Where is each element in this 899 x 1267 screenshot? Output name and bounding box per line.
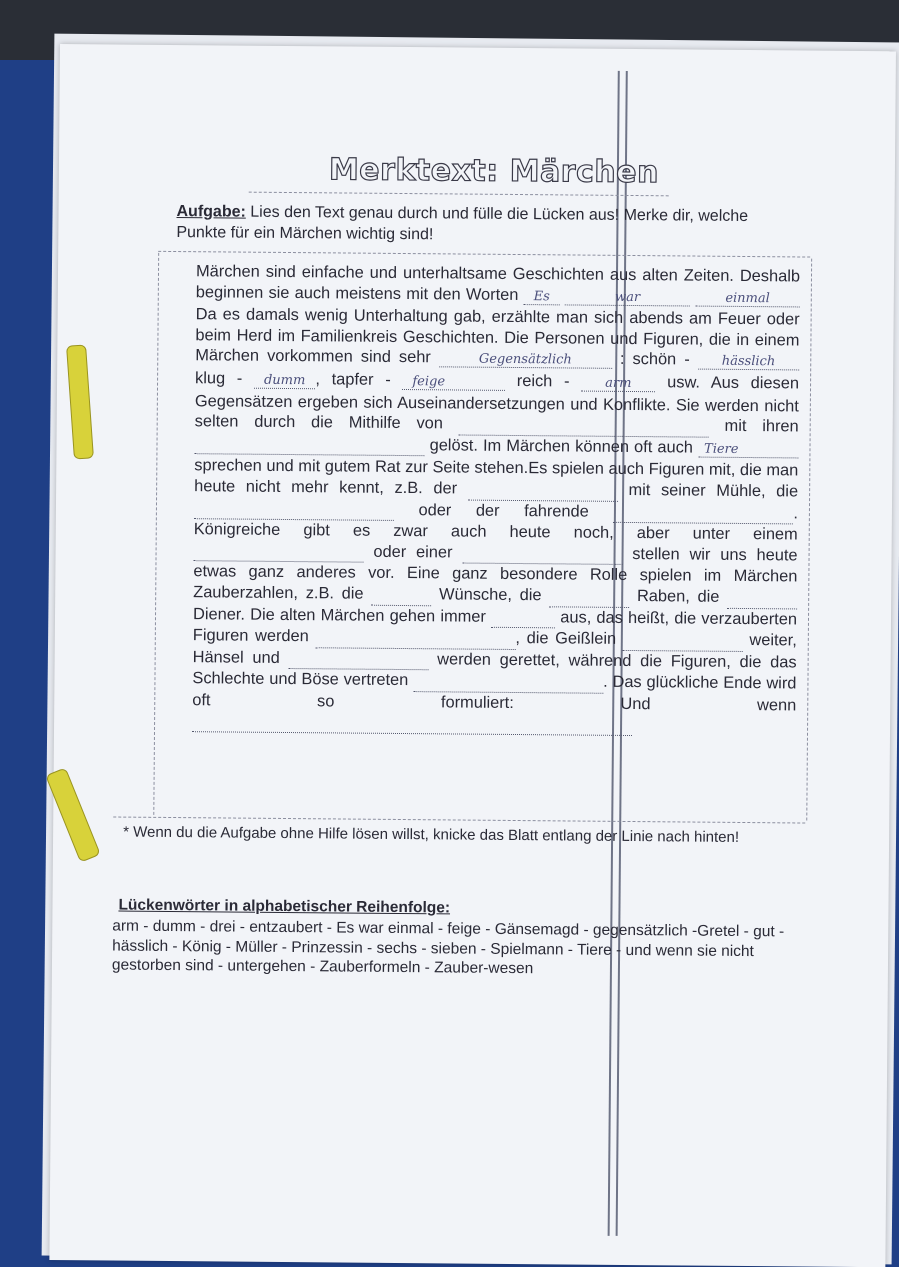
blank	[468, 479, 618, 502]
word-list-heading: Lückenwörter in alphabetischer Reihenfolge:	[118, 896, 451, 917]
blank	[413, 670, 603, 693]
handwritten-answer: hässlich	[698, 354, 800, 371]
text-segment: Diener. Die alten Märchen gehen immer	[192, 604, 486, 626]
text-segment: oder einer	[373, 542, 453, 562]
text-segment: mit seiner Mühle, die	[628, 480, 799, 501]
handwritten-answer: Es	[524, 289, 560, 305]
handwritten-answer: dumm	[254, 373, 315, 390]
blank	[613, 501, 793, 524]
worksheet	[49, 44, 896, 1267]
handwritten-answer: Gegensätzlich	[439, 352, 612, 370]
text-segment: oder der fahrende	[418, 500, 589, 521]
text-segment: . Das glückliche Ende wird oft so formuliert: Und wenn	[192, 673, 797, 715]
cloze-text	[192, 261, 800, 737]
blank	[288, 648, 428, 671]
text-segment: Raben, die	[636, 586, 720, 606]
blank	[727, 587, 797, 609]
text-segment: : schön -	[619, 350, 690, 369]
text-segment: sprechen und mit gutem Rat zur Seite stehen.Es spielen auch Figuren mit, die man heute nicht mehr kennt, z.B. der	[194, 456, 799, 498]
blank	[491, 606, 555, 628]
text-segment: aus, das heißt, die verzauberten Figuren werden	[192, 607, 798, 646]
text-segment: . Königreiche gibt es zwar auch heute noch, aber unter einem	[193, 503, 799, 544]
blank	[549, 585, 629, 607]
blank	[459, 414, 709, 438]
text-segment: mit ihren	[724, 416, 799, 436]
blank	[623, 629, 743, 652]
handwritten-answer: arm	[581, 376, 655, 393]
handwritten-answer: Tiere	[698, 441, 799, 458]
text-segment: gelöst. Im Märchen können oft auch	[429, 435, 694, 457]
task-instruction	[176, 201, 776, 248]
task-label: Aufgabe:	[176, 203, 246, 221]
text-segment: , tapfer -	[315, 370, 391, 389]
blank	[192, 711, 632, 736]
title-divider	[249, 192, 669, 197]
text-segment: weiter, Hänsel und	[192, 631, 797, 667]
handwritten-answer: einmal	[695, 290, 800, 307]
blank	[371, 584, 431, 606]
text-segment: Wünsche, die	[438, 585, 542, 605]
text-segment: klug -	[195, 369, 243, 388]
text-segment: werden gerettet, während die Figuren, die das Schlechte und Böse vertreten	[192, 650, 797, 690]
text-segment: Märchen sind einfache und unterhaltsame Geschichten aus alten Zeiten. Deshalb beginnen sie auch meistens mit den Worten	[195, 262, 801, 304]
word-list: arm - dumm - drei - entzaubert - Es war einmal - feige - Gänsemagd - gegensätzlich -Gretel - gut - hässlich - König - Müller - Prinzessin - sechs - sieben - Spielmann - Tiere - und wenn sie nicht gestorben sind - untergehen - Zauberformeln - Zauber-wesen	[111, 917, 785, 978]
blank	[193, 540, 363, 563]
blank	[194, 498, 394, 521]
page-title: Merktext: Märchen	[328, 152, 660, 191]
text-segment: stellen wir uns heute etwas ganz anderes vor. Eine ganz besondere Rolle spielen im Märchen Zauberzahlen, z.B. die	[193, 544, 798, 603]
blank	[315, 626, 515, 649]
fold-instruction-note: * Wenn du die Aufgabe ohne Hilfe lösen willst, knicke das Blatt entlang der Linie nach hinten!	[123, 823, 740, 846]
handwritten-answer: feige	[402, 374, 505, 391]
text-segment: usw. Aus diesen Gegensätzen ergeben sich Auseinandersetzungen und Konflikte. Sie werden nicht selten durch die Mithilfe von	[194, 373, 800, 433]
text-segment: reich -	[516, 371, 570, 391]
blank	[194, 433, 424, 457]
text-segment: , die Geißlein	[515, 629, 617, 648]
handwritten-answer: war	[565, 289, 690, 306]
task-text: Lies den Text genau durch und fülle die Lücken aus! Merke dir, welche Punkte für ein Märchen wichtig sind!	[176, 203, 749, 244]
text-segment: Da es damals wenig Unterhaltung gab, erzählte man sich abends am Feuer oder beim Herd im Familienkreis Geschichten. Die Personen und Figuren, die in einem Märchen vorkommen sind sehr	[195, 305, 800, 367]
blank	[462, 542, 622, 565]
